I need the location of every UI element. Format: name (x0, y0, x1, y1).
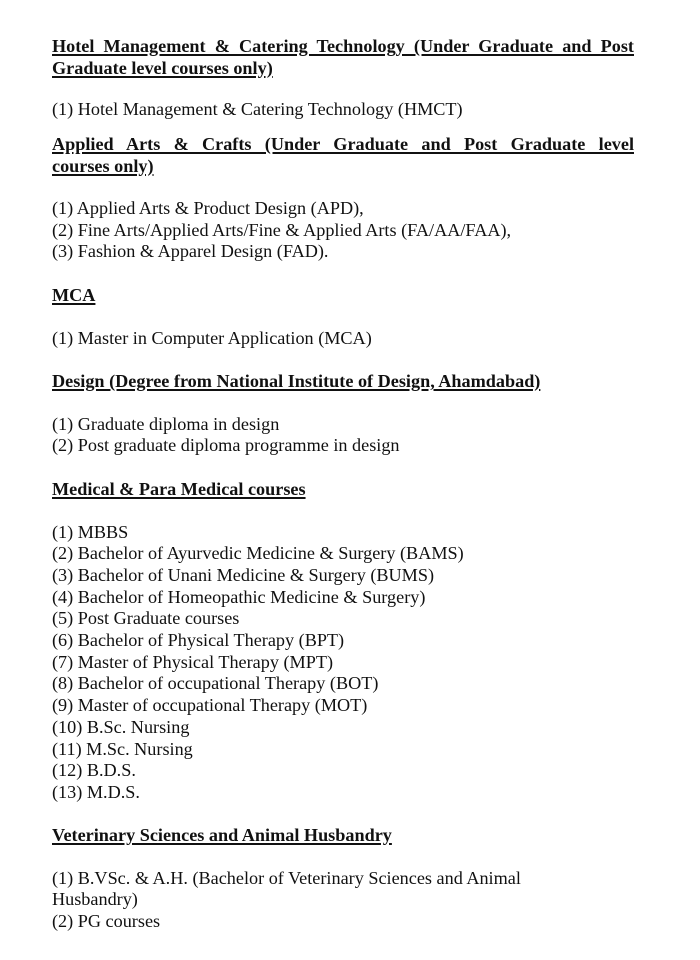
list-item: (6) Bachelor of Physical Therapy (BPT) (52, 630, 345, 651)
section-hotel-management (52, 36, 634, 121)
list-item: (3) Fashion & Apparel Design (FAD). (52, 241, 329, 262)
list-item: (1) MBBS (52, 521, 129, 542)
section-heading: Medical & Para Medical courses (52, 479, 306, 499)
list-item: (2) Post graduate diploma programme in design (52, 435, 400, 456)
section-veterinary (52, 825, 634, 933)
section-applied-arts (52, 134, 634, 263)
list-item: (1) Graduate diploma in design (52, 413, 280, 434)
section-medical (52, 479, 634, 804)
section-design (52, 371, 634, 457)
section-heading: MCA (52, 285, 96, 305)
list-item: (10) B.Sc. Nursing (52, 716, 190, 737)
section-heading: Applied Arts & Crafts (Under Graduate and Post Graduate level (52, 134, 634, 154)
list-item: (1) B.VSc. & A.H. (Bachelor of Veterinary Sciences and Animal (52, 867, 521, 888)
list-item: (13) M.D.S. (52, 781, 140, 802)
list-item: (9) Master of occupational Therapy (MOT) (52, 695, 368, 716)
section-heading-continued: courses only) (52, 155, 154, 176)
list-item: (4) Bachelor of Homeopathic Medicine & Surgery) (52, 586, 426, 607)
list-item: (1) Hotel Management & Catering Technology (HMCT) (52, 99, 463, 119)
section-heading: Hotel Management & Catering Technology (Under Graduate and Post (52, 36, 634, 56)
list-item: (7) Master of Physical Therapy (MPT) (52, 651, 334, 672)
section-heading-continued: Graduate level courses only) (52, 57, 273, 78)
list-item-continued: Husbandry) (52, 889, 138, 910)
list-item: (2) PG courses (52, 910, 161, 931)
list-item: (1) Applied Arts & Product Design (APD), (52, 198, 364, 218)
list-item: (5) Post Graduate courses (52, 608, 240, 629)
list-item: (11) M.Sc. Nursing (52, 738, 193, 759)
section-heading: Veterinary Sciences and Animal Husbandry (52, 825, 392, 845)
section-heading: Design (Degree from National Institute of Design, Ahamdabad) (52, 371, 541, 391)
section-mca (52, 285, 634, 349)
list-item: (2) Bachelor of Ayurvedic Medicine & Surgery (BAMS) (52, 543, 464, 564)
list-item: (8) Bachelor of occupational Therapy (BOT) (52, 673, 379, 694)
list-item: (2) Fine Arts/Applied Arts/Fine & Applied Arts (FA/AA/FAA), (52, 219, 512, 240)
list-item: (3) Bachelor of Unani Medicine & Surgery (BUMS) (52, 564, 435, 585)
list-item: (1) Master in Computer Application (MCA) (52, 327, 372, 348)
list-item: (12) B.D.S. (52, 760, 136, 781)
